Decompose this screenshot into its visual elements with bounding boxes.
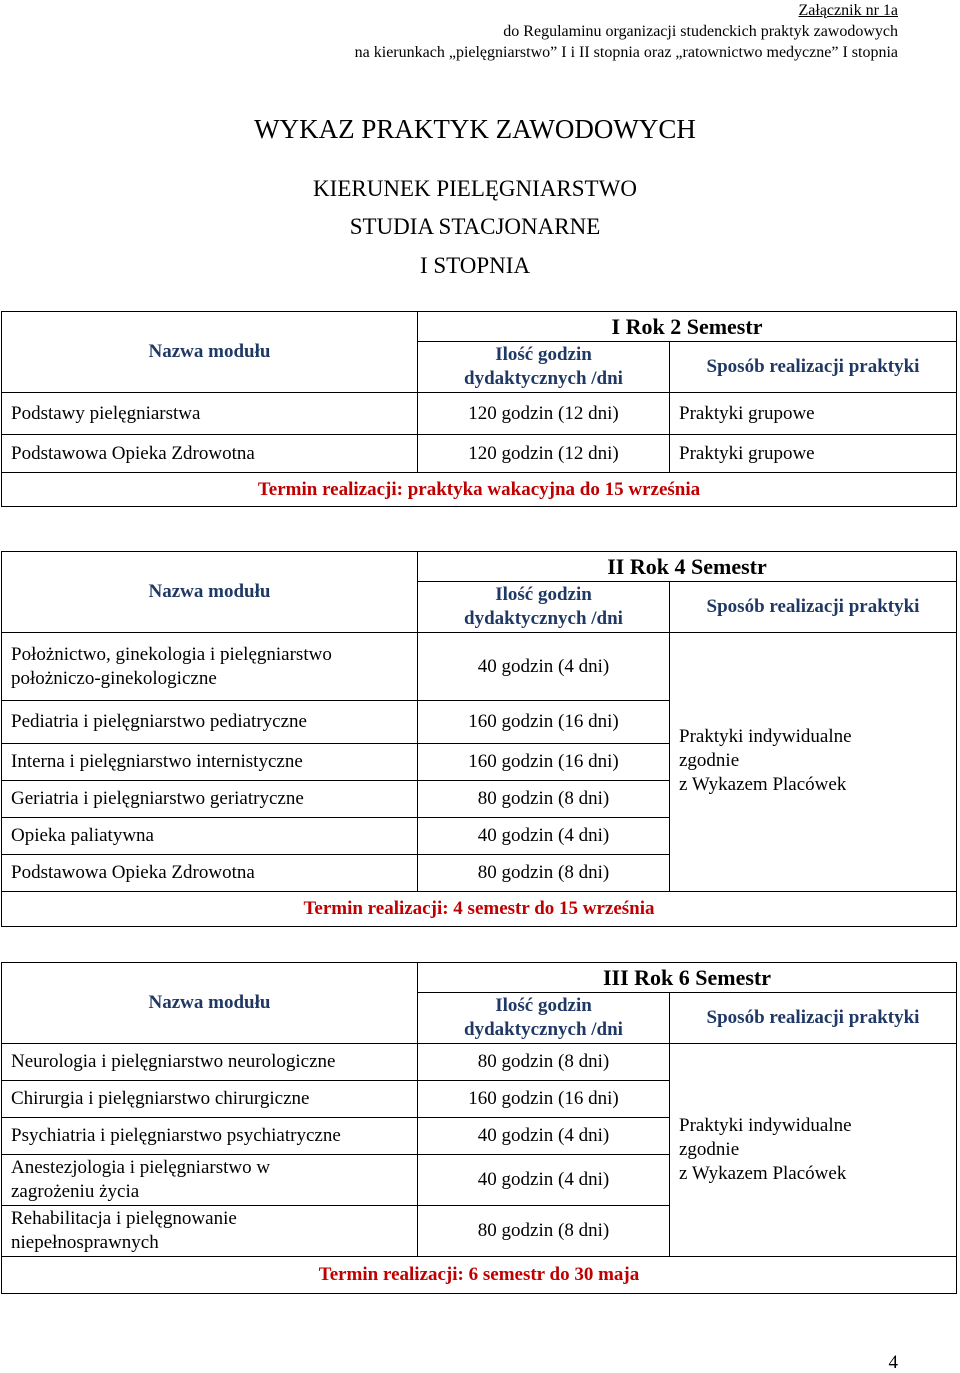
module-hours: 80 godzin (8 dni) [418,781,670,818]
module-hours: 40 godzin (4 dni) [418,1118,670,1155]
module-mode: Praktyki grupowe [670,435,957,473]
module-mode: Praktyki indywidualne zgodnie z Wykazem Placówek [670,1044,957,1257]
module-name: Anestezjologia i pielęgniarstwo w zagrożeniu życia [2,1155,418,1206]
table-row [2,701,957,744]
module-hours: 160 godzin (16 dni) [418,744,670,781]
module-hours: 40 godzin (4 dni) [418,1155,670,1206]
term-note: Termin realizacji: 4 semestr do 15 września [2,892,957,927]
table-row [2,393,957,435]
year-label: I Rok 2 Semestr [418,312,957,342]
practice-table-year-2 [1,551,957,927]
module-mode: Praktyki grupowe [670,393,957,435]
table-row [2,435,957,473]
module-hours: 120 godzin (12 dni) [418,435,670,473]
document-title: WYKAZ PRAKTYK ZAWODOWYCH [254,114,696,144]
module-name: Interna i pielęgniarstwo internistyczne [2,744,418,781]
subtitle-study-mode: STUDIA STACJONARNE [349,214,601,239]
module-hours: 80 godzin (8 dni) [418,855,670,892]
practice-table-year-3 [1,962,957,1294]
module-name: Położnictwo, ginekologia i pielęgniarstwo położniczo-ginekologiczne [2,633,418,701]
module-name: Neurologia i pielęgniarstwo neurologiczne [2,1044,418,1081]
mode-top-blank [670,633,957,701]
subtitle-field: KIERUNEK PIELĘGNIARSTWO [313,176,637,201]
subtitle-degree: I STOPNIA [419,253,531,278]
module-name: Opieka paliatywna [2,818,418,855]
header-mode: Sposób realizacji praktyki [670,342,957,393]
module-name: Podstawowa Opieka Zdrowotna [2,435,418,473]
header-hours: Ilość godzin dydaktycznych /dni [418,342,670,393]
annex-number: Załącznik nr 1a [798,2,898,19]
module-hours: 40 godzin (4 dni) [418,633,670,701]
module-name: Podstawy pielęgniarstwa [2,393,418,435]
practice-table-year-1 [1,311,957,507]
table-row [2,1044,957,1081]
year-label: III Rok 6 Semestr [418,963,957,993]
module-hours: 120 godzin (12 dni) [418,393,670,435]
header-module: Nazwa modułu [2,552,418,633]
annex-fields: na kierunkach „pielęgniarstwo” I i II stopnia oraz „ratownictwo medyczne” I stopnia [354,44,898,61]
module-mode: Praktyki indywidualne zgodnie z Wykazem Placówek [670,701,957,892]
module-hours: 160 godzin (16 dni) [418,701,670,744]
year-label: II Rok 4 Semestr [418,552,957,582]
module-hours: 160 godzin (16 dni) [418,1081,670,1118]
header-mode: Sposób realizacji praktyki [670,993,957,1044]
module-name: Geriatria i pielęgniarstwo geriatryczne [2,781,418,818]
module-name: Pediatria i pielęgniarstwo pediatryczne [2,701,418,744]
module-name: Rehabilitacja i pielęgnowanie niepełnosprawnych [2,1206,418,1257]
module-name: Chirurgia i pielęgniarstwo chirurgiczne [2,1081,418,1118]
term-note: Termin realizacji: 6 semestr do 30 maja [2,1257,957,1294]
module-hours: 80 godzin (8 dni) [418,1206,670,1257]
header-hours: Ilość godzin dydaktycznych /dni [418,582,670,633]
annex-header [355,0,898,63]
table-row [2,633,957,701]
header-mode: Sposób realizacji praktyki [670,582,957,633]
module-name: Psychiatria i pielęgniarstwo psychiatryczne [2,1118,418,1155]
annex-regulation: do Regulaminu organizacji studenckich praktyk zawodowych [503,23,898,40]
header-module: Nazwa modułu [2,963,418,1044]
term-note: Termin realizacji: praktyka wakacyjna do 15 września [2,473,957,507]
page-number: 4 [888,1352,898,1373]
module-hours: 80 godzin (8 dni) [418,1044,670,1081]
module-hours: 40 godzin (4 dni) [418,818,670,855]
module-name: Podstawowa Opieka Zdrowotna [2,855,418,892]
header-hours: Ilość godzin dydaktycznych /dni [418,993,670,1044]
header-module: Nazwa modułu [2,312,418,393]
